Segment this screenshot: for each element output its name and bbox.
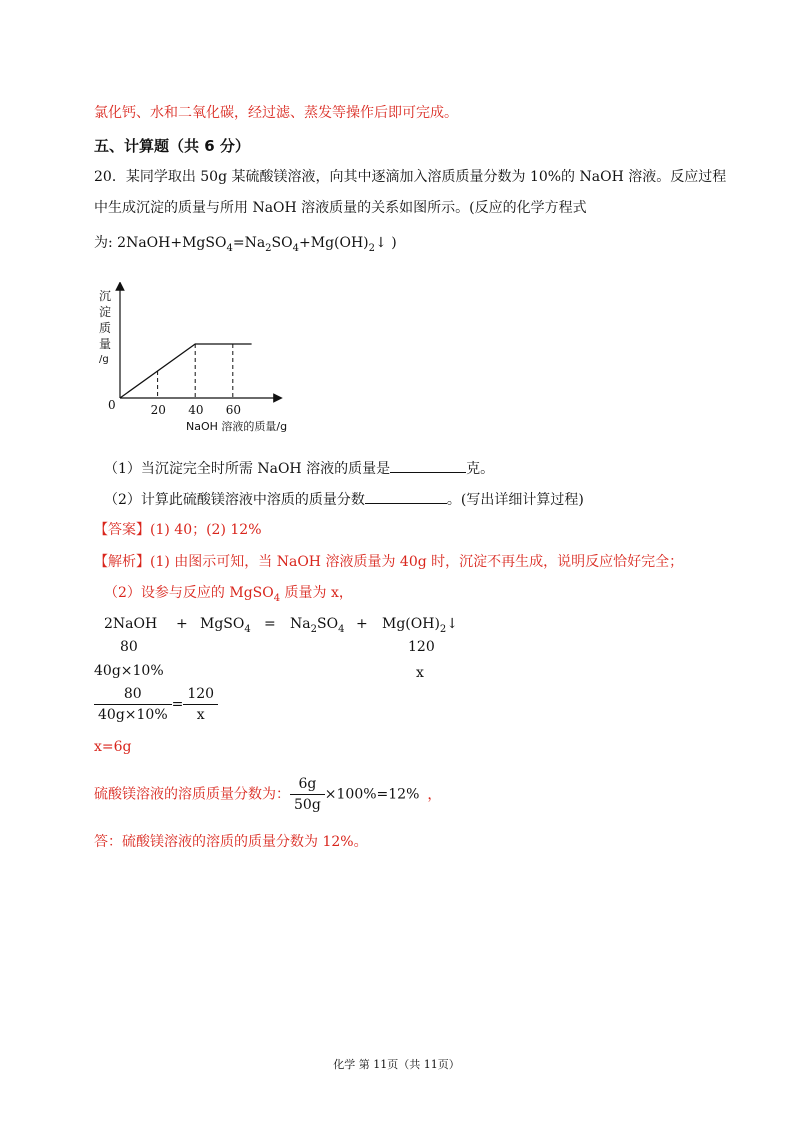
precipitate-chart <box>94 282 314 432</box>
answer-blank-2[interactable] <box>365 489 447 504</box>
reaction-mass-naoh: 80 <box>120 639 138 655</box>
page-footer: 化学 第 11页（共 11页） <box>333 1058 460 1071</box>
sub-question-2: （2）计算此硫酸镁溶液中溶质的质量分数 。(写出详细计算过程) <box>104 489 584 510</box>
chart-y-label: 沉 淀 质 量 /g <box>99 289 112 365</box>
reaction-term-2: MgSO$_4$ <box>200 616 251 635</box>
reaction-term-4: $Mg(OH)_2↓$ <box>382 616 459 635</box>
section-title: 五、计算题（共 6 分） <box>94 137 250 155</box>
chart-origin-label: 0 <box>108 398 116 412</box>
question-line-1: 20．某同学取出 50g 某硫酸镁溶液，向其中逐滴加入溶质质量分数为 10%的 NaOH 溶液。反应过程 <box>94 169 727 185</box>
analysis-line-1: 【解析】(1) 由图示可知，当 NaOH 溶液质量为 40g 时，沉淀不再生成，说明反应恰好完全； <box>94 554 684 570</box>
answer-blank-1[interactable] <box>390 458 466 473</box>
proportion-equation: $\frac{80}{40g\times 10\%}$ = $\frac{120}{x}$ <box>94 684 218 725</box>
chart-x-tick-20: 20 <box>150 403 166 417</box>
percent-line: 硫酸镁溶液的溶质质量分数为： $\frac{6g}{50g}$ ×100%=12% ， <box>94 776 442 813</box>
answer-line: 【答案】(1) 40；(2) 12% <box>94 522 262 538</box>
reaction-plus-1: + <box>176 616 188 632</box>
chart-x-label: NaOH 溶液的质量/g <box>186 420 288 433</box>
chart-x-tick-60: 60 <box>225 403 242 417</box>
reaction-term-1: 2NaOH <box>104 616 158 632</box>
intro-red-text: 氯化钙、水和二氧化碳，经过滤、蒸发等操作后即可完成。 <box>94 105 458 121</box>
question-equation: 为: $2NaOH+MgSO_4=Na_2SO_4+Mg(OH)_2↓$ ) <box>94 235 397 254</box>
final-answer: 答：硫酸镁溶液的溶质的质量分数为 12%。 <box>94 834 368 850</box>
analysis-line-2: （2）设参与反应的 MgSO$_4$ 质量为 x， <box>104 585 353 604</box>
reaction-plus-2: + <box>356 616 368 632</box>
sub-question-1: （1）当沉淀完全时所需 NaOH 溶液的质量是 克。 <box>104 458 494 479</box>
reaction-equals: = <box>264 616 276 632</box>
result-x: x=6g <box>94 739 132 755</box>
chart-svg <box>94 282 314 432</box>
reaction-unknown-x: x <box>416 665 424 681</box>
reaction-given-naoh: 40g×10% <box>94 663 164 679</box>
chart-x-tick-40: 40 <box>188 403 204 417</box>
chart-series-line <box>120 344 252 398</box>
reaction-term-3: $Na_2SO_4$ <box>290 616 345 635</box>
reaction-mass-mgoh2: 120 <box>408 639 435 655</box>
percent-fraction: $\frac{6g}{50g}$ <box>290 774 325 815</box>
proportion-right-fraction: $\frac{120}{x}$ <box>183 684 218 725</box>
question-line-2: 中生成沉淀的质量与所用 NaOH 溶液质量的关系如图所示。(反应的化学方程式 <box>94 200 587 216</box>
proportion-left-fraction: $\frac{80}{40g\times 10\%}$ <box>94 684 172 725</box>
